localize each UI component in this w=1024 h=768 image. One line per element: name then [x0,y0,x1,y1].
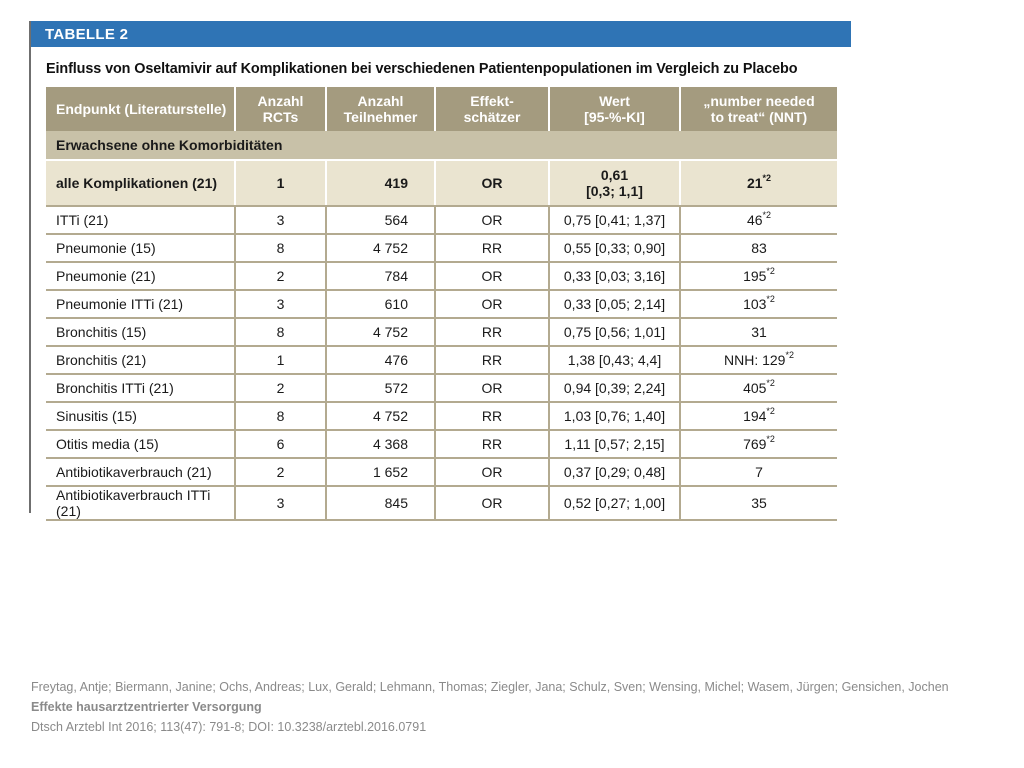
cell-rcts-text: 2 [276,268,285,284]
cell-nnt [680,206,837,234]
cell-rcts [235,318,326,346]
cell-estimator [435,430,549,458]
summary-value-point: 0,61 [600,167,629,183]
cell-value [549,430,680,458]
summary-endpoint: alle Komplikationen (21) [46,160,235,206]
cell-nnt-text: 769 [743,436,767,452]
cell-endpoint [46,402,235,430]
header-endpoint [46,87,235,131]
cell-value-text: 0,94 [0,39; 2,24] [563,380,666,396]
cell-endpoint [46,458,235,486]
cell-endpoint-text: Bronchitis (21) [56,352,147,368]
header-rcts-line2: RCTs [262,109,299,125]
cell-endpoint [46,234,235,262]
cell-estimator-text: OR [481,464,503,480]
cell-participants [326,262,435,290]
cell-rcts-text: 8 [276,324,285,340]
cell-endpoint-text: Antibiotikaverbrauch (21) [56,464,212,480]
cell-nnt [680,318,837,346]
nnt-footnote-marker: *2 [785,350,794,361]
cell-endpoint [46,430,235,458]
nnt-footnote-marker: *2 [766,294,775,305]
header-value-line1: Wert [599,93,630,109]
cell-value [549,374,680,402]
summary-nnt [680,160,837,206]
cell-value-text: 0,55 [0,33; 0,90] [563,240,666,256]
cell-participants-text: 4 368 [372,436,408,452]
cell-estimator-text: OR [481,268,503,284]
cell-rcts [235,430,326,458]
cell-endpoint-text: Sinusitis (15) [56,408,137,424]
cell-nnt [680,430,837,458]
cell-participants [326,430,435,458]
cell-rcts-text: 8 [276,240,285,256]
summary-row [46,160,837,206]
cell-nnt-text: NNH: 129 [724,352,786,368]
cell-participants-text: 784 [384,268,408,284]
cell-estimator [435,318,549,346]
header-nnt-line2: to treat“ (NNT) [710,109,808,125]
table-row [46,402,837,430]
header-nnt-line1: „number needed [703,93,815,109]
cell-endpoint [46,486,235,520]
cell-rcts-text: 3 [276,495,285,511]
summary-rcts: 1 [235,160,326,206]
cell-endpoint-text: Antibiotikaverbrauch ITTi (21) [56,487,211,519]
table-row [46,234,837,262]
header-nnt [680,87,837,131]
cell-nnt-text: 46 [746,212,763,228]
cell-nnt-text: 35 [751,495,767,511]
cell-estimator [435,402,549,430]
header-estimator-line2: schätzer [463,109,521,125]
cell-estimator-text: RR [481,240,503,256]
cell-endpoint-text: Bronchitis ITTi (21) [56,380,174,396]
cell-estimator-text: RR [481,352,503,368]
table-tab-label: TABELLE 2 [31,21,851,47]
cell-nnt-text: 103 [743,296,767,312]
cell-endpoint-text: Pneumonie (15) [56,240,156,256]
cell-participants [326,290,435,318]
cell-participants [326,374,435,402]
cell-value [549,458,680,486]
cell-rcts-text: 2 [276,464,285,480]
cell-value-text: 0,75 [0,56; 1,01] [563,324,666,340]
cell-participants-text: 572 [384,380,408,396]
cell-value [549,402,680,430]
cell-estimator [435,458,549,486]
table-header-row [46,87,837,131]
table-row [46,486,837,520]
cell-rcts [235,486,326,520]
header-participants-line2: Teilnehmer [343,109,418,125]
cell-estimator-text: RR [481,436,503,452]
cell-value-text: 1,38 [0,43; 4,4] [567,352,662,368]
cell-rcts-text: 2 [276,380,285,396]
summary-nnt-footnote: *2 [762,173,772,184]
cell-value-text: 0,33 [0,03; 3,16] [563,268,666,284]
cell-rcts [235,206,326,234]
cell-participants [326,402,435,430]
cell-nnt-text: 405 [743,380,767,396]
cell-rcts-text: 6 [276,436,285,452]
cell-nnt [680,346,837,374]
cell-estimator [435,234,549,262]
table-row [46,318,837,346]
cell-participants-text: 1 652 [372,464,408,480]
nnt-footnote-marker: *2 [766,378,775,389]
header-rcts-line1: Anzahl [257,93,304,109]
cell-participants-text: 4 752 [372,408,408,424]
table-row [46,262,837,290]
cell-rcts [235,234,326,262]
cell-estimator-text: OR [481,495,503,511]
section-row [46,131,837,160]
cell-participants [326,486,435,520]
cell-nnt [680,374,837,402]
table-row [46,206,837,234]
summary-nnt-value: 21 [746,175,763,191]
cell-nnt-text: 31 [751,324,767,340]
cell-estimator [435,486,549,520]
cell-participants-text: 4 752 [372,240,408,256]
header-value-line2: [95-%-KI] [584,109,645,125]
cell-participants [326,346,435,374]
header-endpoint-text: Endpunkt (Literaturstelle) [56,101,227,117]
cell-endpoint [46,374,235,402]
cell-value-text: 0,37 [0,29; 0,48] [563,464,666,480]
cell-estimator [435,290,549,318]
cell-nnt [680,262,837,290]
cell-participants [326,458,435,486]
citation-journal: Dtsch Arztebl Int 2016; 113(47): 791-8; DOI: 10.3238/arztebl.2016.0791 [31,720,427,734]
cell-estimator [435,206,549,234]
cell-nnt-text: 195 [743,268,767,284]
cell-rcts [235,290,326,318]
cell-value [549,262,680,290]
cell-rcts-text: 3 [276,212,285,228]
cell-endpoint-text: Otitis media (15) [56,436,159,452]
cell-estimator-text: OR [481,380,503,396]
cell-endpoint [46,206,235,234]
cell-estimator [435,262,549,290]
header-participants [326,87,435,131]
header-value [549,87,680,131]
header-rcts [235,87,326,131]
cell-value [549,346,680,374]
cell-estimator-text: RR [481,408,503,424]
cell-participants [326,206,435,234]
cell-nnt-text: 83 [751,240,767,256]
cell-participants-text: 610 [384,296,408,312]
cell-participants-text: 564 [384,212,408,228]
cell-estimator-text: OR [481,296,503,312]
cell-endpoint [46,290,235,318]
citation-authors: Freytag, Antje; Biermann, Janine; Ochs, Andreas; Lux, Gerald; Lehmann, Thomas; Ziegler, Jana; Schulz, Sven; Wensing, Michel; Wasem, Jürgen; Gensichen, Jochen [31,680,949,694]
cell-nnt [680,486,837,520]
cell-estimator [435,374,549,402]
cell-participants [326,234,435,262]
cell-estimator-text: OR [481,212,503,228]
cell-rcts [235,346,326,374]
cell-estimator [435,346,549,374]
header-estimator-line1: Effekt- [470,93,514,109]
citation [31,677,949,737]
cell-participants [326,318,435,346]
cell-nnt [680,234,837,262]
cell-endpoint-text: Pneumonie ITTi (21) [56,296,184,312]
cell-nnt [680,458,837,486]
cell-value-text: 0,75 [0,41; 1,37] [563,212,666,228]
cell-value [549,234,680,262]
nnt-footnote-marker: *2 [766,266,775,277]
citation-article-title: Effekte hausarztzentrierter Versorgung [31,700,262,714]
header-estimator [435,87,549,131]
cell-value-text: 1,11 [0,57; 2,15] [564,436,665,452]
cell-endpoint-text: Bronchitis (15) [56,324,147,340]
cell-nnt [680,402,837,430]
table-title: Einfluss von Oseltamivir auf Komplikationen bei verschiedenen Patientenpopulationen im Vergleich zu Placebo [46,61,798,77]
cell-endpoint [46,346,235,374]
cell-value [549,206,680,234]
cell-nnt-text: 7 [755,464,763,480]
summary-value-ci: [0,3; 1,1] [586,183,643,199]
summary-value [549,160,680,206]
cell-rcts [235,374,326,402]
cell-rcts-text: 1 [276,352,285,368]
cell-rcts [235,262,326,290]
table-row [46,458,837,486]
cell-value [549,290,680,318]
cell-rcts-text: 8 [276,408,285,424]
cell-endpoint-text: ITTi (21) [56,212,109,228]
cell-endpoint-text: Pneumonie (21) [56,268,156,284]
cell-rcts [235,458,326,486]
section-label: Erwachsene ohne Komorbiditäten [46,131,837,160]
cell-value [549,318,680,346]
cell-estimator-text: RR [481,324,503,340]
cell-endpoint [46,262,235,290]
cell-participants-text: 476 [384,352,408,368]
cell-rcts-text: 3 [276,296,285,312]
cell-value-text: 0,33 [0,05; 2,14] [563,296,666,312]
cell-participants-text: 845 [384,495,408,511]
cell-nnt [680,290,837,318]
summary-estimator: OR [435,160,549,206]
table-row [46,290,837,318]
cell-value-text: 0,52 [0,27; 1,00] [563,495,666,511]
header-participants-line1: Anzahl [357,93,404,109]
summary-participants: 419 [326,160,435,206]
table-row [46,346,837,374]
cell-participants-text: 4 752 [372,324,408,340]
cell-endpoint [46,318,235,346]
cell-value [549,486,680,520]
table-row [46,430,837,458]
nnt-footnote-marker: *2 [766,406,775,417]
data-table [46,87,837,521]
cell-rcts [235,402,326,430]
nnt-footnote-marker: *2 [766,434,775,445]
table-figure [29,21,851,519]
table-row [46,374,837,402]
nnt-footnote-marker: *2 [762,210,772,221]
cell-value-text: 1,03 [0,76; 1,40] [563,408,666,424]
cell-nnt-text: 194 [743,408,767,424]
